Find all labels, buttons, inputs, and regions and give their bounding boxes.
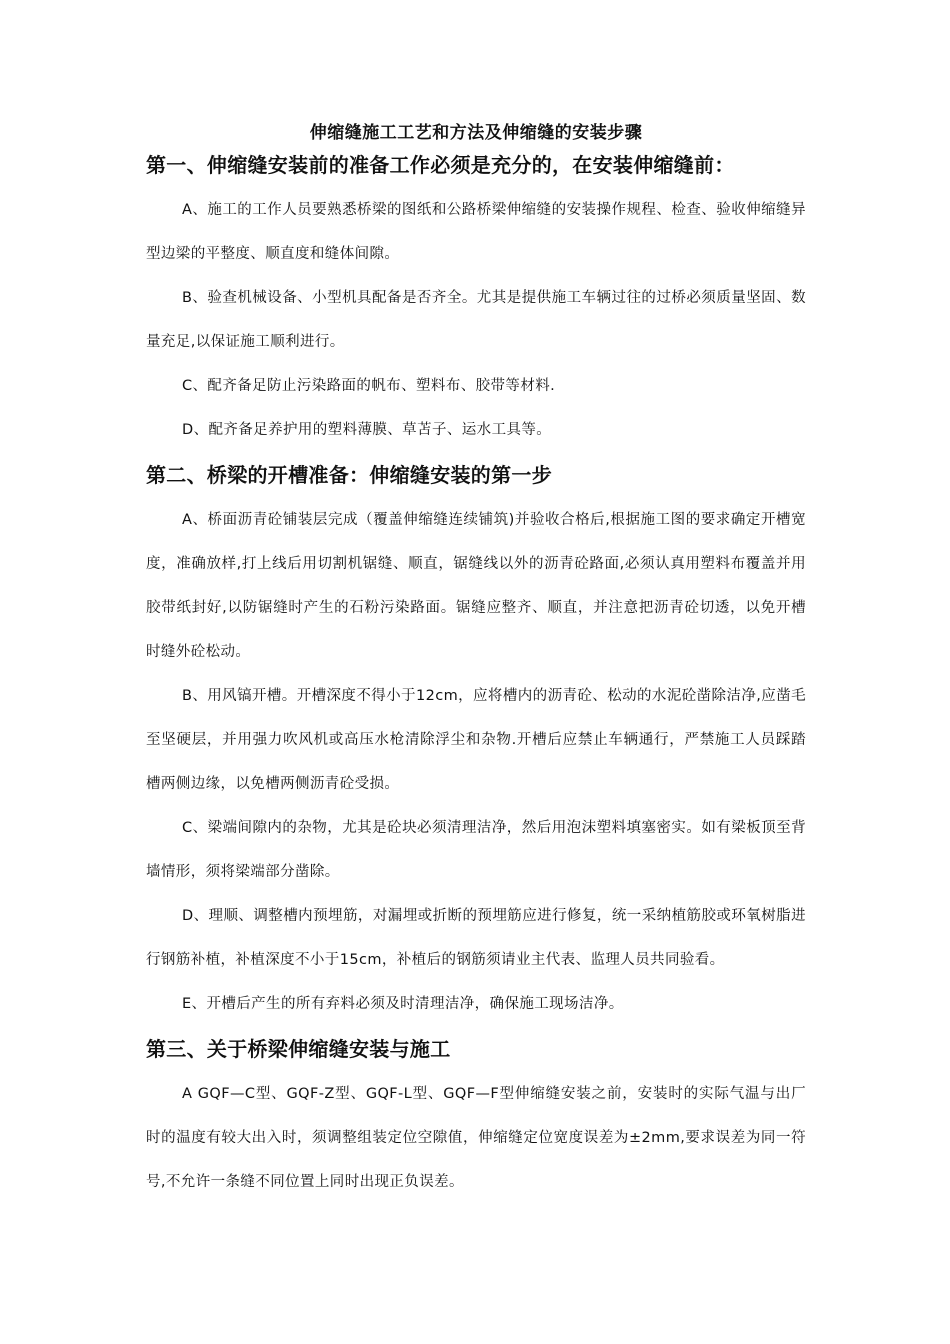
document-title: 伸缩缝施工工艺和方法及伸缩缝的安装步骤 bbox=[309, 123, 643, 143]
paragraph-2e: E、开槽后产生的所有弃料必须及时清理洁净，确保施工现场洁净。 bbox=[182, 996, 624, 1012]
paragraph-2c: C、梁端间隙内的杂物，尤其是砼块必须清理洁净，然后用泡沫塑料填塞密实。如有梁板顶至背墙情形，须将梁端部分凿除。 bbox=[146, 820, 806, 880]
paragraph-1d: D、配齐备足养护用的塑料薄膜、草苫子、运水工具等。 bbox=[182, 422, 552, 438]
document-page bbox=[146, 120, 806, 1204]
paragraph-1a: A、施工的工作人员要熟悉桥梁的图纸和公路桥梁伸缩缝的安装操作规程、检查、验收伸缩缝异型边梁的平整度、顺直度和缝体间隙。 bbox=[146, 202, 806, 262]
paragraph-1c: C、配齐备足防止污染路面的帆布、塑料布、胶带等材料. bbox=[182, 378, 556, 394]
paragraph-2a: A、桥面沥青砼铺装层完成（覆盖伸缩缝连续铺筑)并验收合格后,根据施工图的要求确定开槽宽度，准确放样,打上线后用切割机锯缝、顺直，锯缝线以外的沥青砼路面,必须认真用塑料布覆盖并用胶带纸封好,以防锯缝时产生的石粉污染路面。锯缝应整齐、顺直，并注意把沥青砼切透，以免开槽时缝外砼松动。 bbox=[146, 512, 806, 660]
paragraph-2d: D、理顺、调整槽内预埋筋，对漏埋或折断的预埋筋应进行修复，统一采纳植筋胶或环氧树脂进行钢筋补植，补植深度不小于15cm，补植后的钢筋须请业主代表、监理人员共同验看。 bbox=[146, 908, 806, 968]
section-heading-1: 第一、伸缩缝安装前的准备工作必须是充分的，在安装伸缩缝前： bbox=[146, 153, 735, 177]
section-heading-3: 第三、关于桥梁伸缩缝安装与施工 bbox=[146, 1037, 451, 1061]
paragraph-3a: A GQF—C型、GQF-Z型、GQF-L型、GQF—F型伸缩缝安装之前，安装时的实际气温与出厂时的温度有较大出入时，须调整组装定位空隙值，伸缩缝定位宽度误差为±2mm,要求误差为同一符号,不允许一条缝不同位置上同时出现正负误差。 bbox=[146, 1086, 806, 1190]
paragraph-2b: B、用风镐开槽。开槽深度不得小于12cm，应将槽内的沥青砼、松动的水泥砼凿除洁净,应凿毛至坚硬层，并用强力吹风机或高压水枪清除浮尘和杂物.开槽后应禁止车辆通行，严禁施工人员踩踏槽两侧边缘，以免槽两侧沥青砼受损。 bbox=[146, 688, 806, 792]
paragraph-1b: B、验查机械设备、小型机具配备是否齐全。尤其是提供施工车辆过往的过桥必须质量坚固、数量充足,以保证施工顺利进行。 bbox=[146, 290, 806, 350]
section-heading-2: 第二、桥梁的开槽准备：伸缩缝安装的第一步 bbox=[146, 463, 552, 487]
